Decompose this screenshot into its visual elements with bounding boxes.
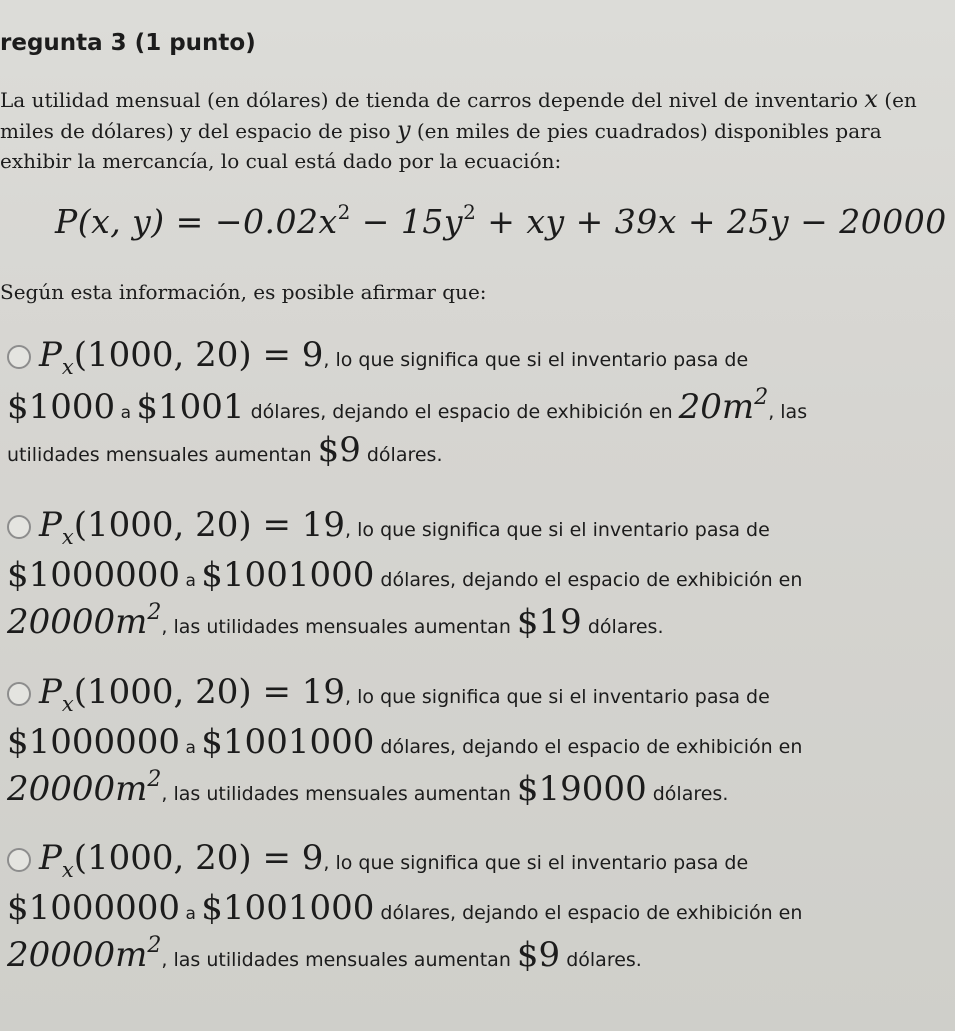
answer-option-1[interactable] [0, 335, 945, 475]
option-line [39, 672, 770, 716]
option-text-part: , lo que significa que si el inventario pasa de [323, 852, 749, 874]
statement-line-1 [0, 84, 945, 115]
option-text-part: , lo que significa que si el inventario pasa de [345, 686, 770, 708]
equation-exponent: 2 [463, 200, 477, 224]
area-value: 20000m [7, 769, 148, 809]
profit-increase: $9 [516, 935, 561, 975]
option-line [7, 888, 802, 928]
derivative-expression: (1000, 20) = 9 [73, 838, 324, 878]
answer-option-3[interactable] [0, 672, 945, 812]
area-exponent: 2 [754, 385, 769, 410]
option-line [7, 430, 443, 470]
derivative-expression: (1000, 20) = 19 [73, 505, 346, 545]
option-text-part: a [180, 571, 202, 591]
derivative-symbol: P [39, 672, 62, 712]
option-text-part: , las utilidades mensuales aumentan [161, 949, 517, 971]
option-text-part: a [180, 904, 202, 924]
amount-from: $1000000 [7, 555, 181, 595]
option-text-part: dólares. [360, 444, 443, 466]
option-line [7, 555, 802, 595]
option-text-part: a [180, 738, 202, 758]
question-prompt: Según esta información, es posible afirmar que: [0, 280, 487, 304]
option-line [7, 722, 802, 762]
statement-text: (en miles de pies cuadrados) disponibles para [410, 119, 882, 143]
profit-equation [55, 200, 947, 241]
amount-from: $1000000 [7, 722, 181, 762]
option-line [7, 933, 642, 975]
profit-increase: $19000 [516, 769, 647, 809]
derivative-symbol: P [39, 335, 62, 375]
option-text-part: dólares, dejando el espacio de exhibición en [374, 902, 803, 924]
option-text-part: , las [768, 401, 808, 423]
radio-button[interactable] [7, 848, 31, 872]
option-text-part: utilidades mensuales aumentan [7, 444, 318, 466]
derivative-expression: (1000, 20) = 9 [73, 335, 324, 375]
area-value: 20000m [7, 602, 148, 642]
option-line [7, 767, 728, 809]
equation-part: P(x, y) = −0.02x [55, 202, 338, 241]
amount-to: $1001 [136, 387, 245, 427]
statement-text: La utilidad mensual (en dólares) de tienda de carros depende del nivel de inventario [0, 88, 865, 112]
amount-to: $1001000 [201, 555, 375, 595]
area-exponent: 2 [147, 600, 162, 625]
derivative-subscript: x [61, 525, 74, 549]
statement-text: (en [877, 88, 917, 112]
option-line [7, 385, 807, 427]
amount-to: $1001000 [201, 722, 375, 762]
amount-to: $1001000 [201, 888, 375, 928]
statement-line-3: exhibir la mercancía, lo cual está dado por la ecuación: [0, 149, 562, 173]
radio-button[interactable] [7, 515, 31, 539]
variable-y: y [396, 116, 411, 144]
derivative-subscript: x [61, 692, 74, 716]
option-text-part: dólares. [646, 783, 729, 805]
area-value: 20m [678, 387, 755, 427]
statement-text: miles de dólares) y del espacio de piso [0, 119, 397, 143]
option-line [7, 600, 663, 642]
equation-exponent: 2 [337, 200, 351, 224]
answer-option-4[interactable] [0, 838, 945, 978]
profit-increase: $19 [516, 602, 582, 642]
option-text-part: dólares, dejando el espacio de exhibición en [374, 736, 803, 758]
option-text-part: , las utilidades mensuales aumentan [161, 783, 517, 805]
equation-part: + xy + 39x + 25y − 20000 [476, 202, 947, 241]
variable-x: x [864, 85, 878, 113]
derivative-expression: (1000, 20) = 19 [73, 672, 346, 712]
option-line [39, 335, 748, 379]
option-line [39, 505, 770, 549]
option-text-part: dólares. [581, 616, 664, 638]
option-text-part: , lo que significa que si el inventario pasa de [345, 519, 770, 541]
option-text-part: dólares, dejando el espacio de exhibición en [244, 401, 679, 423]
question-statement [0, 84, 945, 176]
amount-from: $1000000 [7, 888, 181, 928]
option-text-part: a [115, 403, 137, 423]
option-text-part: , las utilidades mensuales aumentan [161, 616, 517, 638]
derivative-subscript: x [61, 858, 74, 882]
radio-button[interactable] [7, 345, 31, 369]
option-text-part: dólares. [560, 949, 642, 971]
derivative-symbol: P [39, 838, 62, 878]
option-text-part: , lo que significa que si el inventario pasa de [323, 349, 749, 371]
derivative-symbol: P [39, 505, 62, 545]
radio-button[interactable] [7, 682, 31, 706]
derivative-subscript: x [61, 355, 74, 379]
profit-increase: $9 [317, 430, 361, 470]
area-exponent: 2 [147, 767, 162, 792]
question-title: regunta 3 (1 punto) [0, 30, 256, 56]
answer-option-2[interactable] [0, 505, 945, 645]
option-line [39, 838, 748, 882]
area-value: 20000m [7, 935, 148, 975]
area-exponent: 2 [147, 933, 162, 958]
amount-from: $1000 [7, 387, 116, 427]
statement-line-2 [0, 115, 945, 146]
equation-part: − 15y [350, 202, 464, 241]
option-text-part: dólares, dejando el espacio de exhibición en [374, 569, 803, 591]
